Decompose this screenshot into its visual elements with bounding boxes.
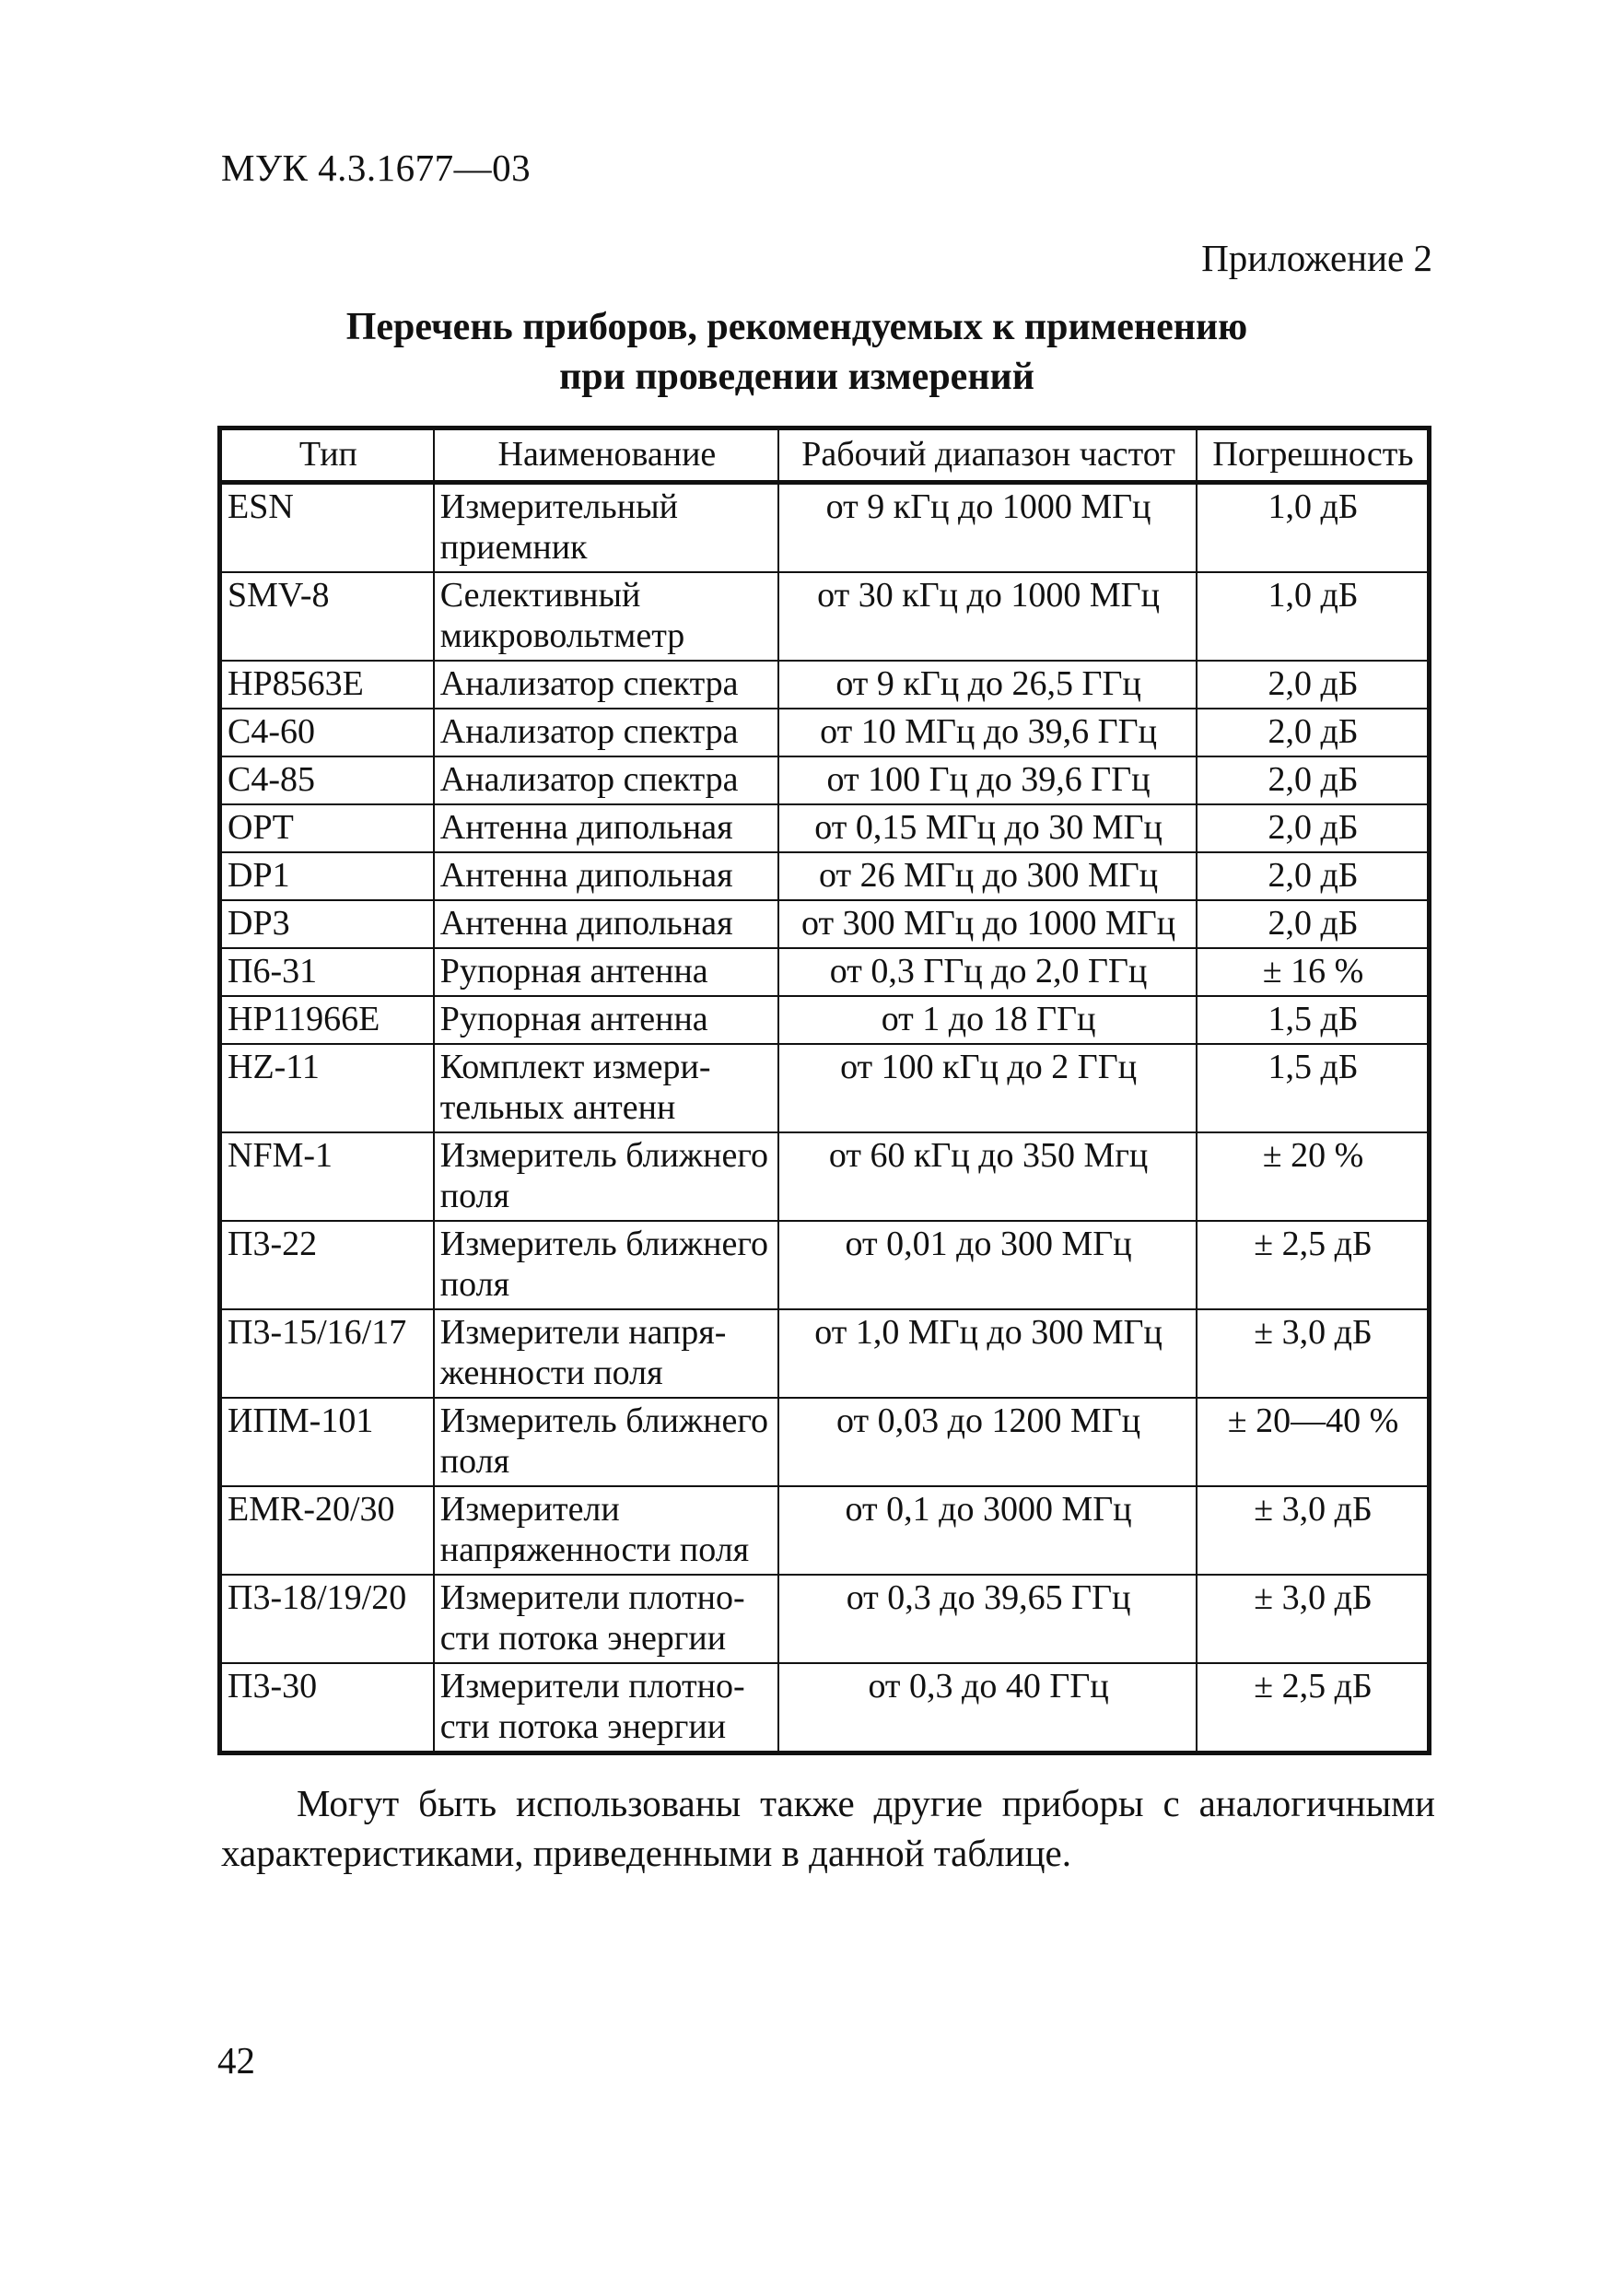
cell-range: от 0,3 до 40 ГГц bbox=[778, 1663, 1197, 1753]
cell-name: Комплект измери-тельных антенн bbox=[434, 1044, 778, 1132]
cell-range: от 100 Гц до 39,6 ГГц bbox=[778, 756, 1197, 804]
cell-type: HP11966E bbox=[220, 996, 434, 1044]
title-line-1: Перечень приборов, рекомендуемых к применению bbox=[345, 306, 1248, 348]
cell-type: HP8563E bbox=[220, 661, 434, 709]
table-row bbox=[220, 804, 1430, 852]
cell-name: Измеритель ближнего поля bbox=[434, 1398, 778, 1486]
cell-name: Измерители плотно-сти потока энергии bbox=[434, 1575, 778, 1663]
cell-type: П3-22 bbox=[220, 1221, 434, 1309]
cell-type: С4-60 bbox=[220, 709, 434, 756]
cell-error: 1,0 дБ bbox=[1197, 483, 1429, 573]
cell-type: SMV-8 bbox=[220, 572, 434, 661]
cell-error: 1,0 дБ bbox=[1197, 572, 1429, 661]
cell-name: Селективный микровольтметр bbox=[434, 572, 778, 661]
cell-name: Антенна дипольная bbox=[434, 900, 778, 948]
table-body bbox=[220, 483, 1430, 1753]
cell-type: DP1 bbox=[220, 852, 434, 900]
table-row bbox=[220, 756, 1430, 804]
cell-error: 1,5 дБ bbox=[1197, 1044, 1429, 1132]
table-row bbox=[220, 900, 1430, 948]
cell-name: Измеритель ближнего поля bbox=[434, 1132, 778, 1221]
page-title bbox=[221, 302, 1373, 402]
table-row bbox=[220, 1398, 1430, 1486]
cell-name: Рупорная антенна bbox=[434, 948, 778, 996]
cell-type: OPT bbox=[220, 804, 434, 852]
table-row bbox=[220, 1221, 1430, 1309]
cell-name: Измеритель ближнего поля bbox=[434, 1221, 778, 1309]
cell-name: Анализатор спектра bbox=[434, 756, 778, 804]
table-row bbox=[220, 709, 1430, 756]
table-row bbox=[220, 1132, 1430, 1221]
cell-type: П6-31 bbox=[220, 948, 434, 996]
cell-error: 2,0 дБ bbox=[1197, 756, 1429, 804]
cell-range: от 0,15 МГц до 30 МГц bbox=[778, 804, 1197, 852]
page-number: 42 bbox=[217, 2039, 255, 2081]
cell-type: EMR-20/30 bbox=[220, 1486, 434, 1575]
cell-name: Измерители плотно-сти потока энергии bbox=[434, 1663, 778, 1753]
cell-type: С4-85 bbox=[220, 756, 434, 804]
column-header-type: Тип bbox=[220, 428, 434, 483]
cell-name: Измерители напря-женности поля bbox=[434, 1309, 778, 1398]
cell-range: от 26 МГц до 300 МГц bbox=[778, 852, 1197, 900]
table-header-row bbox=[220, 428, 1430, 483]
table-row bbox=[220, 572, 1430, 661]
cell-name: Рупорная антенна bbox=[434, 996, 778, 1044]
table-row bbox=[220, 1309, 1430, 1398]
cell-type: П3-18/19/20 bbox=[220, 1575, 434, 1663]
cell-error: ± 3,0 дБ bbox=[1197, 1309, 1429, 1398]
table-row bbox=[220, 948, 1430, 996]
cell-error: ± 2,5 дБ bbox=[1197, 1663, 1429, 1753]
cell-error: ± 20—40 % bbox=[1197, 1398, 1429, 1486]
cell-range: от 0,03 до 1200 МГц bbox=[778, 1398, 1197, 1486]
appendix-label: Приложение 2 bbox=[1201, 237, 1432, 279]
cell-name: Измерительный приемник bbox=[434, 483, 778, 573]
table-row bbox=[220, 1575, 1430, 1663]
column-header-name: Наименование bbox=[434, 428, 778, 483]
cell-type: ESN bbox=[220, 483, 434, 573]
title-line-2: при проведении измерений bbox=[559, 356, 1034, 398]
cell-range: от 10 МГц до 39,6 ГГц bbox=[778, 709, 1197, 756]
cell-type: DP3 bbox=[220, 900, 434, 948]
table-row bbox=[220, 852, 1430, 900]
cell-range: от 0,3 ГГц до 2,0 ГГц bbox=[778, 948, 1197, 996]
cell-range: от 100 кГц до 2 ГГц bbox=[778, 1044, 1197, 1132]
cell-type: ИПМ-101 bbox=[220, 1398, 434, 1486]
footnote-paragraph: Могут быть использованы также другие приборы с аналогичными характеристиками, приведенными в данной таблице. bbox=[221, 1782, 1435, 1874]
cell-error: ± 20 % bbox=[1197, 1132, 1429, 1221]
devices-table bbox=[217, 426, 1431, 1755]
cell-range: от 0,3 до 39,65 ГГц bbox=[778, 1575, 1197, 1663]
cell-range: от 1,0 МГц до 300 МГц bbox=[778, 1309, 1197, 1398]
cell-range: от 9 кГц до 1000 МГц bbox=[778, 483, 1197, 573]
table-row bbox=[220, 483, 1430, 573]
cell-type: HZ-11 bbox=[220, 1044, 434, 1132]
cell-range: от 30 кГц до 1000 МГц bbox=[778, 572, 1197, 661]
cell-name: Антенна дипольная bbox=[434, 852, 778, 900]
cell-error: ± 3,0 дБ bbox=[1197, 1486, 1429, 1575]
cell-range: от 1 до 18 ГГц bbox=[778, 996, 1197, 1044]
column-header-error: Погрешность bbox=[1197, 428, 1429, 483]
table-row bbox=[220, 661, 1430, 709]
cell-name: Анализатор спектра bbox=[434, 661, 778, 709]
cell-range: от 9 кГц до 26,5 ГГц bbox=[778, 661, 1197, 709]
document-code: МУК 4.3.1677—03 bbox=[221, 147, 532, 189]
cell-range: от 60 кГц до 350 Мгц bbox=[778, 1132, 1197, 1221]
cell-error: 2,0 дБ bbox=[1197, 661, 1429, 709]
cell-type: П3-30 bbox=[220, 1663, 434, 1753]
cell-error: 2,0 дБ bbox=[1197, 804, 1429, 852]
cell-error: ± 16 % bbox=[1197, 948, 1429, 996]
cell-error: ± 3,0 дБ bbox=[1197, 1575, 1429, 1663]
cell-error: 2,0 дБ bbox=[1197, 852, 1429, 900]
cell-type: NFM-1 bbox=[220, 1132, 434, 1221]
cell-error: 1,5 дБ bbox=[1197, 996, 1429, 1044]
cell-error: ± 2,5 дБ bbox=[1197, 1221, 1429, 1309]
cell-error: 2,0 дБ bbox=[1197, 900, 1429, 948]
cell-range: от 0,1 до 3000 МГц bbox=[778, 1486, 1197, 1575]
column-header-range: Рабочий диапазон частот bbox=[778, 428, 1197, 483]
cell-range: от 0,01 до 300 МГц bbox=[778, 1221, 1197, 1309]
cell-type: П3-15/16/17 bbox=[220, 1309, 434, 1398]
table-row bbox=[220, 1663, 1430, 1753]
table-row bbox=[220, 1486, 1430, 1575]
cell-name: Измерители напряженности поля bbox=[434, 1486, 778, 1575]
cell-range: от 300 МГц до 1000 МГц bbox=[778, 900, 1197, 948]
table-row bbox=[220, 996, 1430, 1044]
cell-name: Анализатор спектра bbox=[434, 709, 778, 756]
cell-name: Антенна дипольная bbox=[434, 804, 778, 852]
cell-error: 2,0 дБ bbox=[1197, 709, 1429, 756]
table-row bbox=[220, 1044, 1430, 1132]
